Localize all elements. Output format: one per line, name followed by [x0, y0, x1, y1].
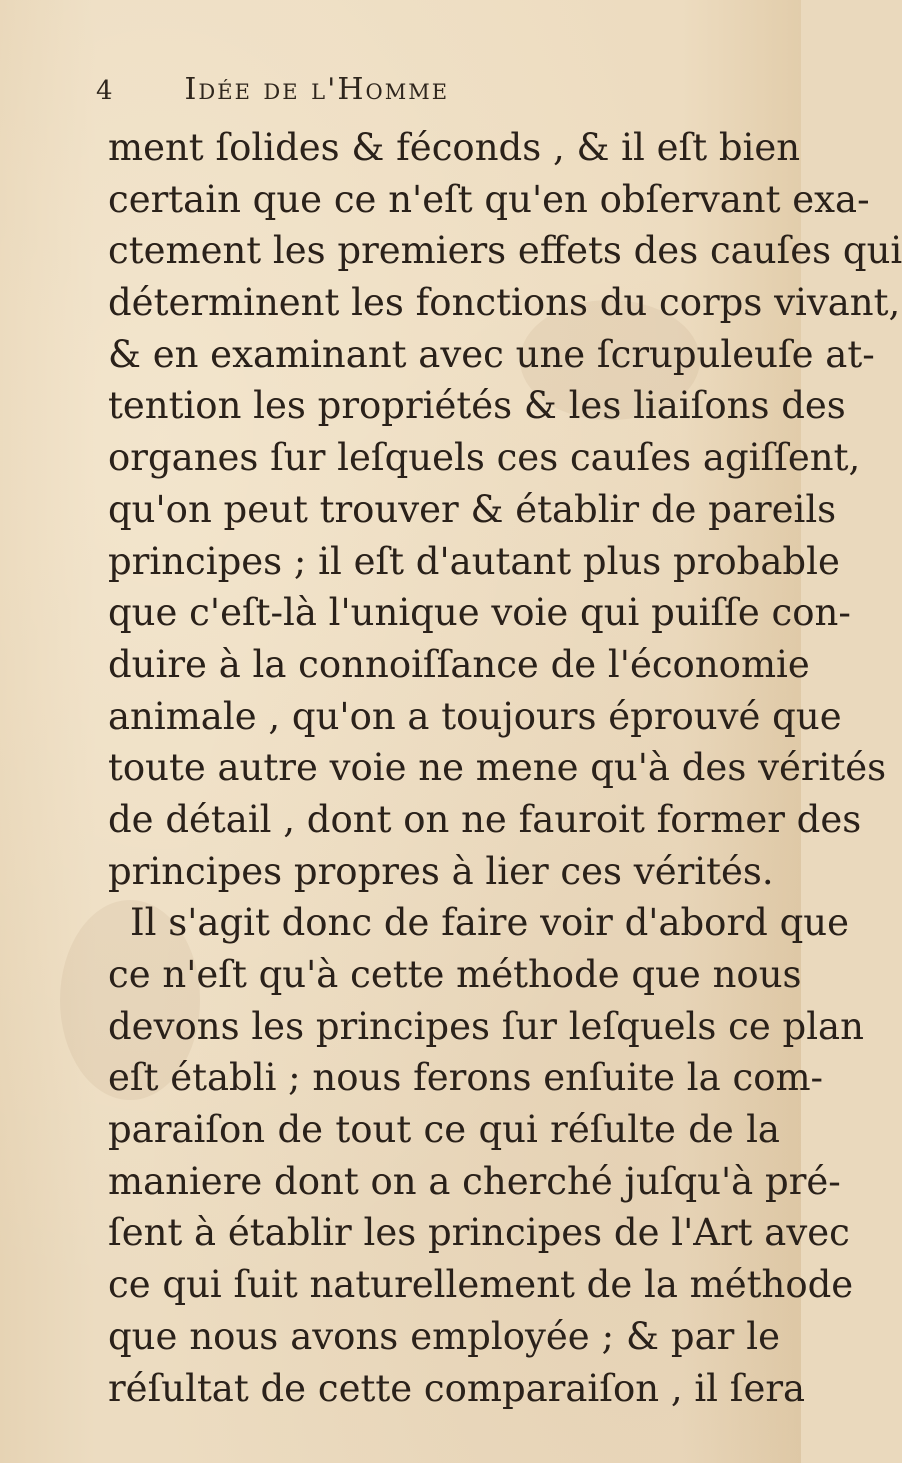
text-line: principes ; il eſt d'autant plus probable [108, 539, 840, 583]
text-line: que c'eſt-là l'unique voie qui puiſſe con- [108, 591, 851, 635]
text-line: paraiſon de tout ce qui réſulte de la [108, 1108, 780, 1152]
text-line: réſultat de cette comparaiſon , il ſera [108, 1366, 806, 1410]
text-line: animale , qu'on a toujours éprouvé que [108, 694, 842, 738]
text-line: eſt établi ; nous ferons enſuite la com- [108, 1056, 824, 1100]
text-line: devons les principes ſur leſquels ce plan [108, 1004, 864, 1048]
text-line: & en examinant avec une ſcrupuleuſe at- [108, 332, 875, 376]
text-line: toute autre voie ne mene qu'à des vérités [108, 746, 887, 790]
text-line-paragraph-start: Il s'agit donc de faire voir d'abord que [130, 901, 850, 945]
text-line: organes ſur leſquels ces cauſes agiſſent, [108, 436, 861, 480]
running-title: Idée de l'Homme [184, 72, 450, 107]
text-line: principes propres à lier ces vérités. [108, 849, 774, 893]
text-line: certain que ce n'eſt qu'en obſervant exa- [108, 177, 870, 221]
text-line: que nous avons employée ; & par le [108, 1314, 780, 1358]
text-line: ce n'eſt qu'à cette méthode que nous [108, 953, 802, 996]
text-line: maniere dont on a cherché juſqu'à pré- [108, 1159, 841, 1203]
text-line: tention les propriétés & les liaiſons des [108, 384, 846, 428]
text-line: déterminent les fonctions du corps vivant, [108, 281, 901, 325]
text-line: de détail , dont on ne fauroit former des [108, 797, 862, 841]
running-header [96, 72, 716, 112]
text-line: qu'on peut trouver & établir de pareils [108, 487, 837, 531]
text-line: ſent à établir les principes de l'Art avec [108, 1211, 850, 1255]
text-line: ce qui ſuit naturellement de la méthode [108, 1263, 854, 1307]
text-line: duire à la connoiſſance de l'économie [108, 642, 810, 686]
body-text [108, 122, 902, 1414]
text-line: ctement les premiers effets des cauſes qui [108, 229, 902, 273]
text-line: ment ſolides & féconds , & il eſt bien [108, 126, 801, 169]
page-number: 4 [96, 76, 115, 106]
